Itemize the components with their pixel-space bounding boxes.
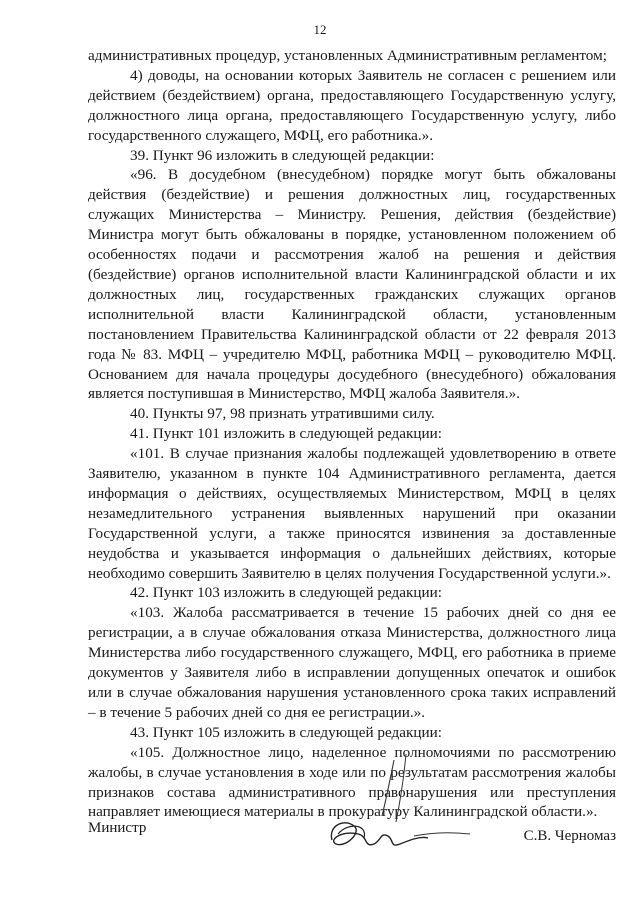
paragraph: 42. Пункт 103 изложить в следующей редакции: (130, 584, 443, 602)
paragraph: 40. Пункты 97, 98 признать утратившими силу. (130, 405, 435, 423)
paragraph: административных процедур, установленных Административным регламентом; (88, 47, 607, 64)
paragraph: «101. В случае признания жалобы подлежащей удовлетворению в ответе Заявителю, указанном в пункте 104 Административного регламента, дается информация о действиях, осуществляемых Министерством, МФЦ в целях незамедлительного устранения выявленных нарушений при оказании Государственной услуги, а также приносятся извинения за доставленные неудобства и указывается информация о дальнейших действиях, которые необходимо совершить Заявителю в целях получения Государственной услуги.». (88, 445, 616, 582)
paragraph: «96. В досудебном (внесудебном) порядке могут быть обжалованы действия (бездействие) и решения должностных лиц, государственных служащих Министерства – Министру. Решения, действия (бездействие) Министра могут быть обжалованы в порядке, установленном положением об особенностях подачи и рассмотрения жалоб на решения и действия (бездействие) органов исполнительной власти Калининградской области и их должностных лиц, государственных гражданских служащих органов исполнительной власти Калининградской области, установленным постановлением Правительства Калининградской области от 22 февраля 2013 года № 83. МФЦ – учредителю МФЦ, работника МФЦ – руководителю МФЦ. Основанием для начала процедуры досудебного (внесудебного) обжалования является поступившая в Министерство, МФЦ жалоба Заявителя.». (88, 166, 616, 403)
paragraph: 4) доводы, на основании которых Заявитель не согласен с решением или действием (бездействием) органа, предоставляющего Государственную услугу, должностного лица органа, предоставляющего Государственную услугу, либо государственного служащего, МФЦ, его работника.». (88, 66, 616, 144)
handwritten-signature (324, 752, 474, 862)
paragraph: 41. Пункт 101 изложить в следующей редакции: (130, 425, 443, 443)
signatory-title: Министр (88, 820, 147, 836)
document-body (88, 46, 616, 822)
page-number: 12 (313, 22, 327, 37)
signatory-name: С.В. Черномаз (523, 828, 616, 844)
paragraph: 43. Пункт 105 изложить в следующей редакции: (130, 723, 443, 741)
paragraph: «105. Должностное лицо, наделенное полномочиями по рассмотрению жалобы, в случае установления в ходе или по результатам рассмотрения жалобы признаков состава административного правонарушения или преступления направляет имеющиеся материалы в прокуратуру Калининградской области.». (88, 743, 616, 821)
paragraph: 39. Пункт 96 изложить в следующей редакции: (130, 146, 435, 164)
paragraph: «103. Жалоба рассматривается в течение 15 рабочих дней со дня ее регистрации, а в случае обжалования отказа Министерства, должностного лица Министерства либо государственного служащего, МФЦ, его работника в приеме документов у Заявителя либо в исправлении допущенных опечаток и ошибок или в случае обжалования нарушения установленного срока таких исправлений – в течение 5 рабочих дней со дня ее регистрации.». (88, 604, 616, 721)
signature-block (88, 820, 616, 860)
